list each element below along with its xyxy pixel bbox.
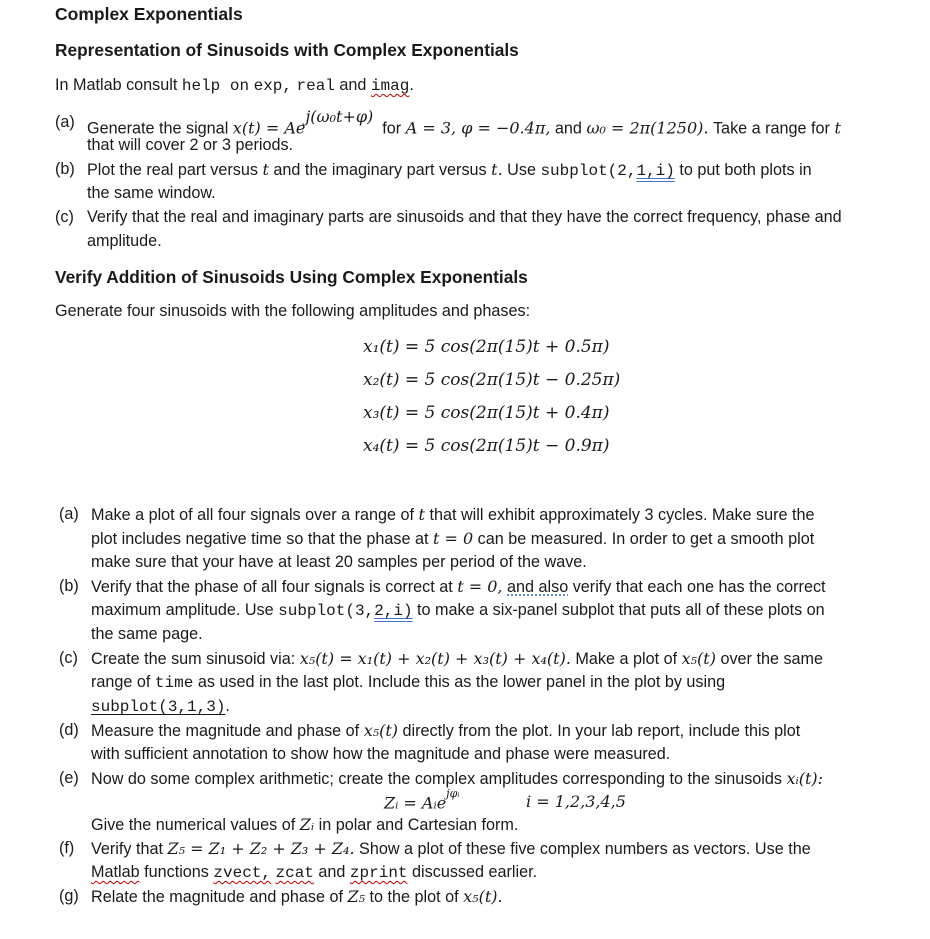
item-label-2c: (c): [59, 649, 78, 667]
math-x5: x₅(t): [363, 721, 399, 740]
code-time: time: [154, 674, 194, 692]
text: for: [382, 119, 402, 138]
item-2c-line3: [91, 697, 230, 716]
text: to put both plots in: [679, 161, 812, 179]
item-2b-line1: [91, 577, 826, 597]
text: Make a plot of all four signals over a range of: [91, 506, 415, 524]
text: Make a plot of: [575, 650, 678, 668]
text: can be measured. In order to get a smooth plot: [477, 530, 815, 548]
item-2c-line1: [91, 649, 823, 669]
code-imag: imag: [370, 77, 410, 95]
item-2f-line1: [91, 839, 811, 859]
text: .: [225, 697, 230, 715]
text: that will exhibit approximately 3 cycles. Make sure the: [429, 506, 815, 524]
text: plot includes negative time so that the phase at: [91, 530, 429, 548]
text: Verify that: [91, 840, 163, 858]
item-1b-line1: [87, 160, 812, 180]
text: to make a six-panel subplot that puts all of these plots on: [417, 601, 825, 619]
item-2d-line1: [91, 721, 800, 741]
text: functions: [144, 863, 209, 881]
item-label-2g: (g): [59, 887, 79, 905]
math-t: t: [834, 118, 841, 138]
item-1b-line2: the same window.: [87, 184, 216, 202]
item-label-2d: (d): [59, 721, 79, 739]
text: Create the sum sinusoid via:: [91, 650, 296, 668]
math-signal: x(t) = Ae: [232, 118, 306, 138]
item-2d-line2: with sufficient annotation to show how the magnitude and phase were measured.: [91, 745, 671, 763]
math-sum: x₅(t) = x₁(t) + x₂(t) + x₃(t) + x₄(t).: [299, 649, 571, 668]
math-x5: x₅(t).: [463, 887, 503, 906]
equation-x1: x₁(t) = 5 cos(2π(15)t + 0.5π): [363, 337, 610, 357]
code-real: real: [296, 77, 335, 95]
text: Plot the real part versus: [87, 161, 258, 179]
math-exponent: jφᵢ: [446, 787, 460, 800]
text: Verify that the phase of all four signals is correct at: [91, 578, 453, 596]
text: and the imaginary part versus: [273, 161, 487, 179]
code-subplot: subplot(2,: [540, 162, 637, 180]
item-2g-line1: [91, 887, 503, 907]
math-zi: Zᵢ: [299, 815, 315, 834]
text: and: [318, 863, 346, 881]
text: Give the numerical values of: [91, 816, 296, 834]
section-heading-representation: Representation of Sinusoids with Complex Exponentials: [55, 40, 519, 60]
code-zvect: zvect,: [213, 864, 271, 882]
text: Take a range for: [712, 119, 830, 138]
math-t: t: [262, 160, 269, 179]
math-omega: ω₀ = 2π(1250).: [586, 118, 709, 138]
item-2b-line3: the same page.: [91, 625, 203, 643]
equation-index: i = 1,2,3,4,5: [526, 792, 626, 811]
code-zcat: zcat: [275, 864, 314, 882]
text: maximum amplitude. Use: [91, 601, 274, 619]
intro-and: and: [339, 76, 367, 94]
text: Use: [507, 161, 536, 179]
item-1c-line2: amplitude.: [87, 232, 162, 250]
equation-x4: x₄(t) = 5 cos(2π(15)t − 0.9π): [363, 436, 610, 456]
item-2a-line2: [91, 529, 814, 549]
math-exponent: j(ω₀t+φ): [305, 107, 374, 126]
item-2a-line3: make sure that your have at least 20 samples per period of the wave.: [91, 553, 587, 571]
text: Generate the signal: [87, 119, 229, 138]
math-xi: xᵢ(t):: [786, 769, 824, 788]
item-2f-line2: [91, 863, 537, 882]
math-params: A = 3, φ = −0.4π,: [405, 118, 551, 138]
text: directly from the plot. In your lab report, include this plot: [402, 722, 801, 740]
section-heading-addition: Verify Addition of Sinusoids Using Complex Exponentials: [55, 267, 528, 287]
text: discussed earlier.: [412, 863, 538, 881]
math-t-zero: t = 0,: [457, 577, 503, 596]
text: range of: [91, 673, 151, 691]
item-label-2e: (e): [59, 769, 79, 787]
code-exp: exp,: [253, 77, 292, 95]
item-1a-line1: [87, 107, 841, 138]
equation-x2: x₂(t) = 5 cos(2π(15)t − 0.25π): [363, 370, 621, 390]
item-label-1a: (a): [55, 113, 75, 131]
equation-x3: x₃(t) = 5 cos(2π(15)t + 0.4π): [363, 403, 610, 423]
text: Now do some complex arithmetic; create the complex amplitudes corresponding to the sinusoids: [91, 770, 783, 788]
text: Relate the magnitude and phase of: [91, 888, 343, 906]
intro-prefix: In Matlab consult: [55, 76, 178, 94]
code-subplot-args: 1,i): [636, 162, 675, 180]
grammar-flag: and also: [507, 578, 569, 596]
item-label-2b: (b): [59, 577, 79, 595]
math-z5: Z₅: [347, 887, 366, 906]
text: to the plot of: [369, 888, 459, 906]
item-label-2f: (f): [59, 839, 75, 857]
math-zi: Zᵢ = Aᵢe: [384, 793, 447, 813]
code-subplot-313: subplot(3,1,3): [91, 698, 226, 716]
text: Measure the magnitude and phase of: [91, 722, 360, 740]
math-t: t: [418, 505, 425, 524]
item-2b-line2: [91, 601, 825, 620]
item-2a-line1: [91, 505, 815, 525]
code-subplot: subplot(3,: [278, 602, 375, 620]
text: and: [554, 119, 582, 138]
section2-intro: Generate four sinusoids with the following amplitudes and phases:: [55, 302, 531, 320]
code-subplot-args: 2,i): [374, 602, 413, 620]
item-1c-line1: Verify that the real and imaginary parts are sinusoids and that they have the correct frequency, phase and: [87, 208, 842, 226]
math-x5: x₅(t): [681, 649, 716, 668]
item-label-2a: (a): [59, 505, 79, 523]
code-help-on: help on: [181, 77, 250, 95]
text: as used in the last plot. Include this as the lower panel in the plot by using: [197, 673, 726, 691]
item-1a-line2: that will cover 2 or 3 periods.: [87, 136, 294, 154]
item-2c-line2: [91, 673, 725, 692]
intro-line: [55, 76, 414, 95]
text: in polar and Cartesian form.: [318, 816, 519, 834]
text: Show a plot of these five complex numbers as vectors. Use the: [359, 840, 811, 858]
text: over the same: [720, 650, 824, 668]
item-label-1b: (b): [55, 160, 75, 178]
math-t: t.: [491, 160, 503, 179]
intro-period: .: [409, 76, 414, 94]
page-title: Complex Exponentials: [55, 4, 243, 24]
item-label-1c: (c): [55, 208, 74, 226]
equation-zi: [384, 787, 460, 813]
item-2e-line3: [91, 815, 518, 835]
item-2e-line1: [91, 769, 823, 789]
code-zprint: zprint: [349, 864, 408, 882]
spell-flag-matlab: Matlab: [91, 863, 140, 881]
math-z5-sum: Z₅ = Z₁ + Z₂ + Z₃ + Z₄.: [167, 839, 355, 858]
text: verify that each one has the correct: [572, 578, 826, 596]
math-t-zero: t = 0: [432, 529, 474, 548]
